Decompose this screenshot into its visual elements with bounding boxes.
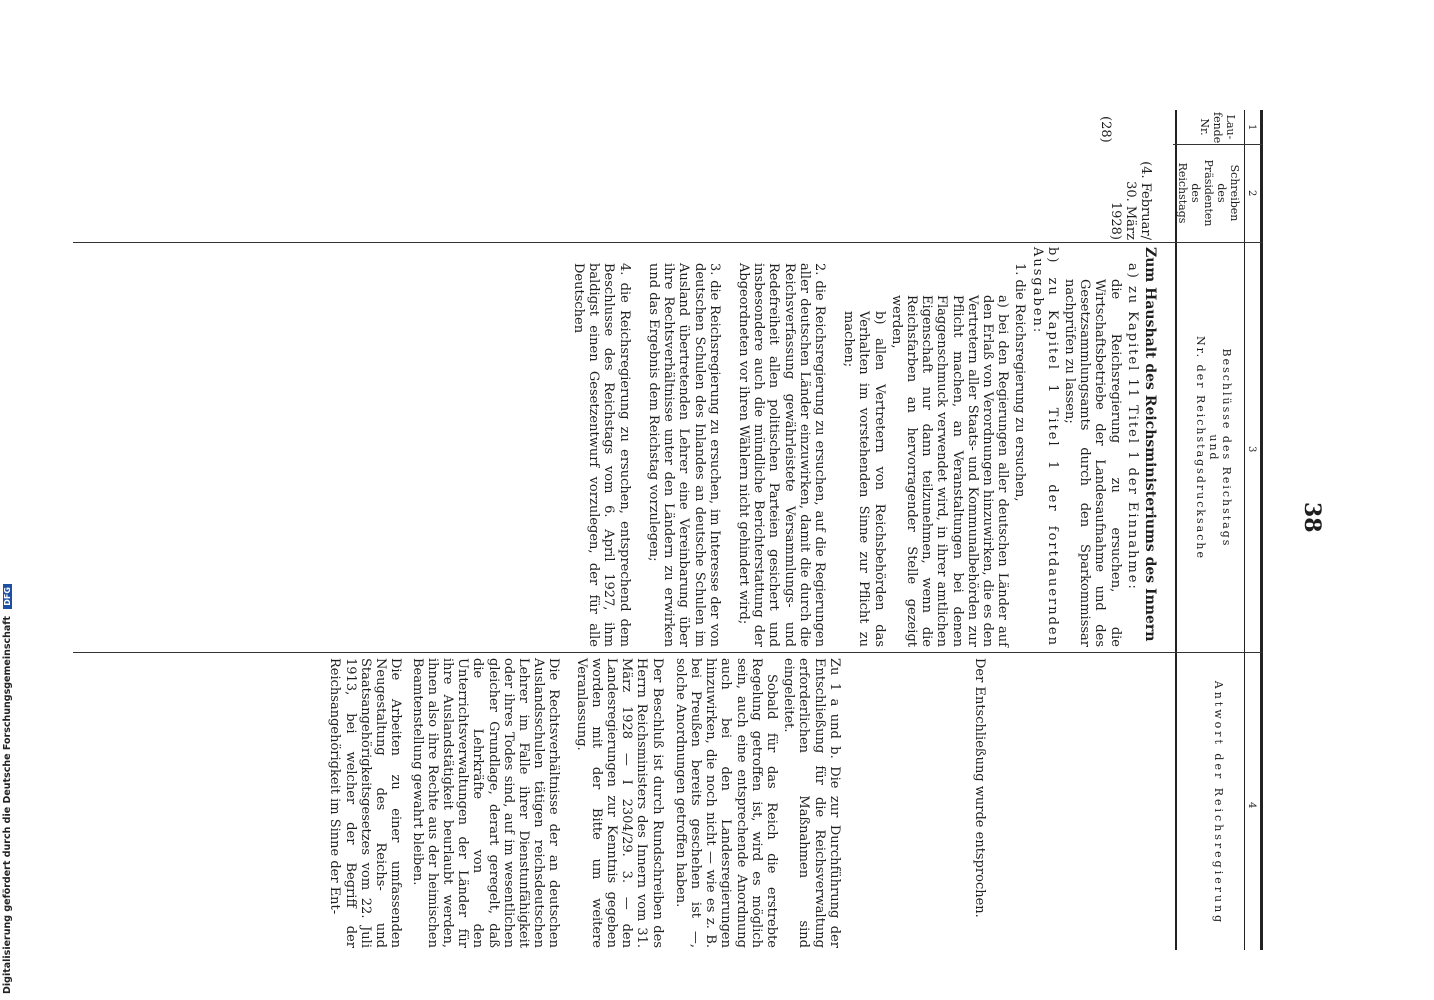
header-running-number: Lau- fende Nr. bbox=[1198, 112, 1237, 144]
resolutions-column bbox=[569, 247, 1157, 647]
column-number-3: 3 bbox=[1246, 446, 1257, 453]
resolution-b1: 1. die Reichsregierung zu ersuchen, bbox=[1012, 263, 1028, 502]
column-number-4: 4 bbox=[1246, 802, 1257, 809]
answer-b2: Der Beschluß ist durch Rundschreiben des Herrn Reichsministers des Innern vom 31. März 1928 — I 2304/29. 3. — den Landesregierungen zur Kenntnis gegeben worden mit der Bitte um weitere Veranlassung. bbox=[573, 658, 665, 948]
answer-b1-intro: Zu 1 a und b. Die zur Durchführung der Entschließung für die Reichsverwaltung erforderlichen Maßnahmen sind eingeleitet. bbox=[781, 658, 842, 948]
answer-b1-more: Sobald für das Reich die erstrebte Regelung getroffen ist, wird es möglich sein, auch eine entsprechende Anordnung auch bei den Landesregierungen hinzuwirken, die noch nicht — wie es z. B. bei Preußen bereits geschehen ist —, solche Anordnungen getroffen haben. bbox=[672, 658, 779, 948]
answer-a: Der Entschließung wurde entsprochen. bbox=[972, 658, 987, 918]
resolution-b1b: b) allen Vertretern von Reichsbehörden das Verhalten im vorstehenden Sinne zur Pflicht zu machen; bbox=[841, 311, 887, 647]
column-number-rule bbox=[1244, 110, 1245, 950]
answer-b4: Die Arbeiten zu einer umfassenden Neugestaltung des Reichs- und Staatsangehörigkeitsgesetzes vom 22. Juli 1913, bei welcher der Begriff der Reichsangehörigkeit im Sinne der Ent- bbox=[327, 658, 404, 948]
resolution-b3: 3. die Reichsregierung zu ersuchen, im Interesse der von deutschen Schulen des Inlandes an deutsche Schulen im Ausland übertretenden Lehrer eine Vereinbarung über ihre Rechtsverhältnisse unter den Ländern zu erwirken und das Ergebnis dem Reichstag vorzulegen; bbox=[645, 263, 722, 647]
funding-credit bbox=[2, 587, 22, 994]
table-top-rule bbox=[1260, 110, 1263, 950]
header-government-answer: Antwort der Reichsregierung bbox=[1212, 680, 1225, 926]
column-number-1: 1 bbox=[1246, 124, 1257, 131]
scanned-page bbox=[69, 62, 1325, 962]
page-number: 38 bbox=[1299, 502, 1325, 533]
resolution-a-text: die Reichsregierung zu ersuchen, die Wirtschaftsbetriebe der Landesaufnahme und des Gesetzsammlungsamts durch den Sparkommissar nachprüfen zu lassen; bbox=[1061, 279, 1123, 647]
answer-b3: Die Rechtsverhältnisse der an deutschen Auslandsschulen tätigen reichsdeutschen Lehrer im Falle ihrer Dienstunfähigkeit oder ihres Todes sind, auf im wesentlichen gleicher Grundlage, derart geregelt, daß die Lehrkräfte von den Unterrichtsverwaltungen der Länder für ihre Auslandstätigkeit beurlaubt werden, ihnen also ihre Rechte aus der heimischen Beamtenstellung gewahrt bleiben. bbox=[409, 658, 562, 948]
column-number-2: 2 bbox=[1246, 190, 1257, 197]
funding-credit-label: Digitalisierung gefördert durch die Deutsche Forschungsgemeinschaft bbox=[2, 616, 13, 994]
resolution-b4: 4. die Reichsregierung zu ersuchen, entsprechend dem Beschlusse des Reichstags vom 6. April 1927, ihm baldigst einen Gesetzentwurf vorzulegen, der für alle Deutschen bbox=[571, 263, 632, 647]
answers-column bbox=[325, 658, 1157, 948]
funding-credit-text bbox=[2, 587, 13, 994]
row-number: (28) bbox=[1098, 116, 1113, 143]
resolution-b2: 2. die Reichsregierung zu ersuchen, auf die Regierungen aller deutschen Länder einzuwirken, damit die durch die Reichsverfassung gewährleistete Versammlungs- und Redefreiheit allen politischen Parteien gesichert und insbesondere auch die mündliche Berichterstattung der Abgeordneten vor ihren Wählern nicht gehindert wird; bbox=[735, 263, 827, 647]
col-divider-2 bbox=[73, 242, 1263, 243]
dfg-logo: DFG bbox=[3, 584, 12, 609]
header-resolutions: Beschlüsse des Reichstags und Nr. der Reichstagsdrucksache bbox=[1194, 335, 1233, 560]
resolution-b1a: a) bei den Regierungen aller deutschen Länder auf den Erlaß von Verordnungen hinzuwirken, die es den Vertretern aller Staats- und Kommunalbehörden zur Pflicht machen, an Veranstaltungen bei denen Flaggenschmuck verwendet wird, in ihrer amtlichen Eigenschaft nur dann teilzunehmen, wenn die Reichsfarben an hervorragender Stelle gezeigt werden, bbox=[888, 295, 1011, 647]
row-date: (4. Februar/ 30. März 1928) bbox=[1108, 161, 1153, 240]
col-divider-1 bbox=[1173, 144, 1263, 145]
col-divider-3 bbox=[73, 652, 1263, 653]
header-letter-from-president: Schreiben des Präsidenten des Reichstags bbox=[1176, 159, 1241, 227]
resolutions-title: Zum Haushalt des Reichsministeriums des Innern bbox=[1142, 247, 1158, 642]
resolution-b-label: b) zu Kapitel 1 Titel 1 der fortdauernden Ausgaben: bbox=[1029, 247, 1060, 647]
resolution-a-label: a) zu Kapitel 11 Titel 1 der Einnahme: bbox=[1124, 263, 1140, 591]
